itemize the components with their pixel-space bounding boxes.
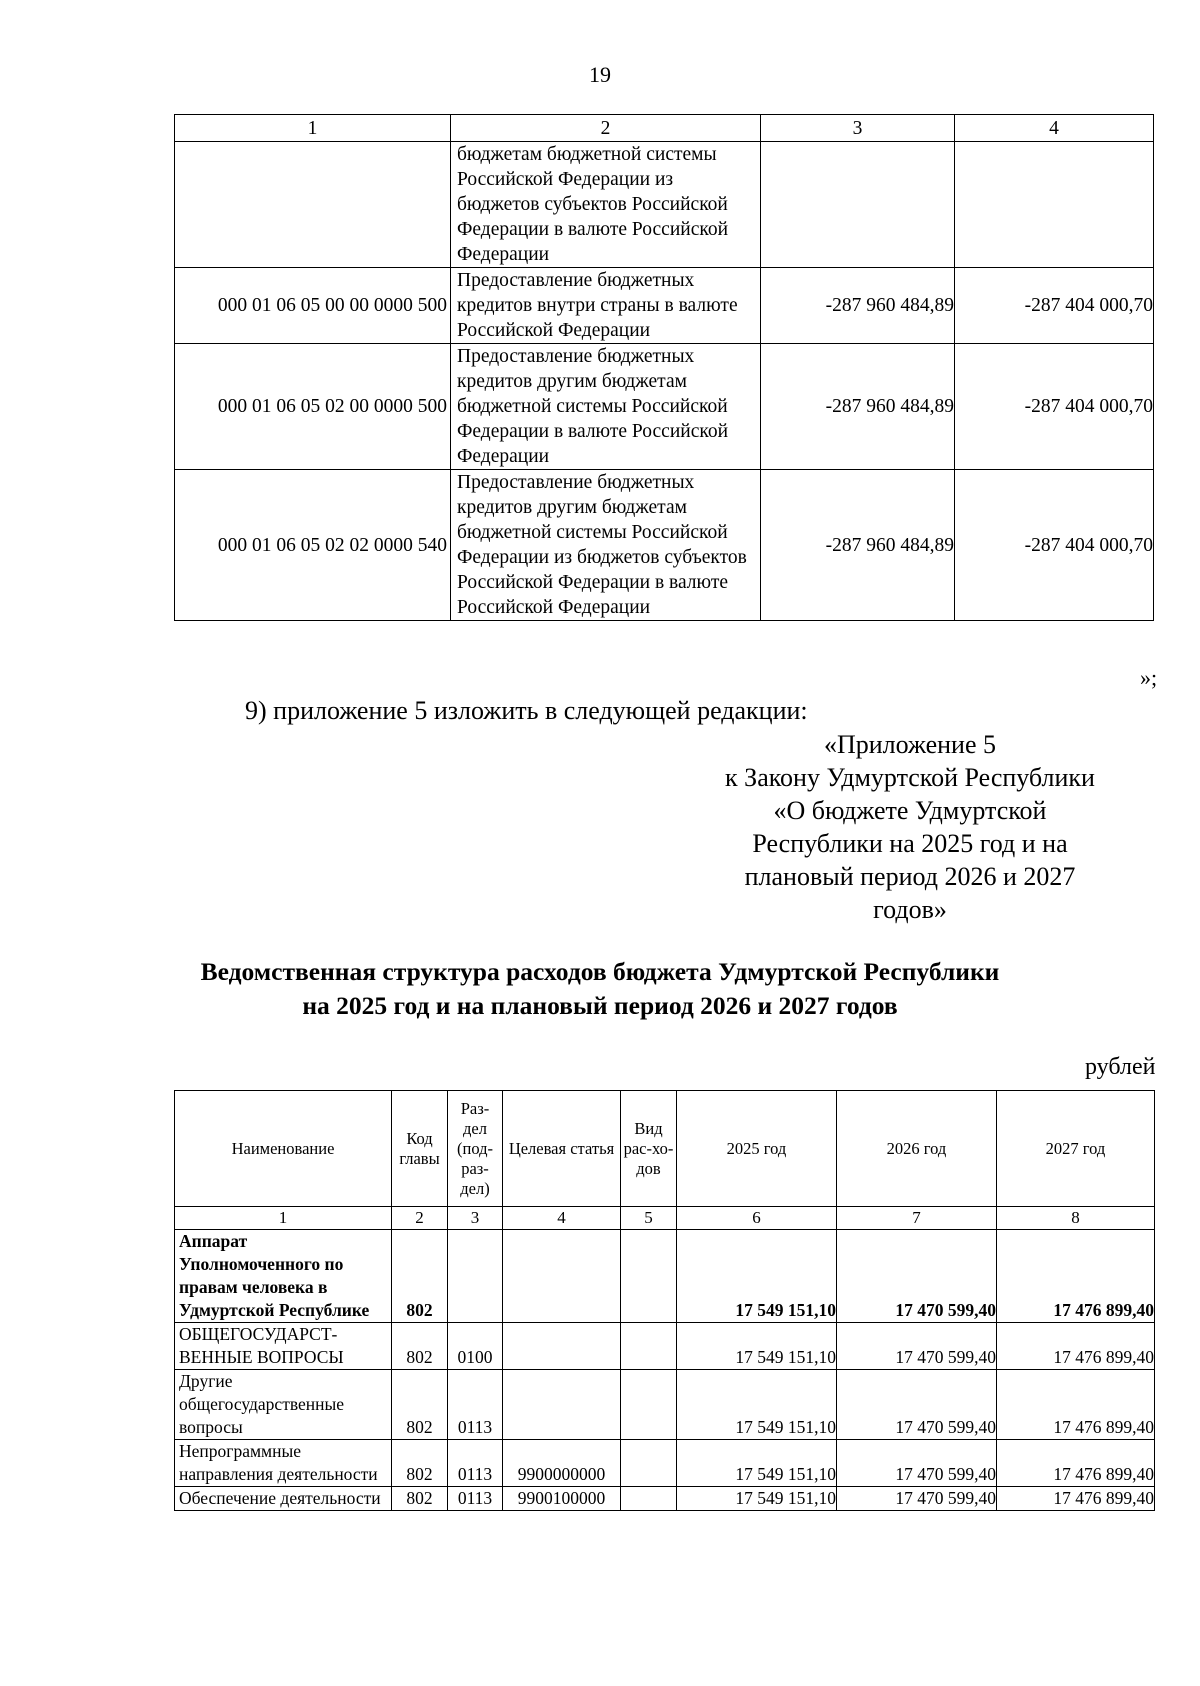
table-row — [175, 1370, 1155, 1440]
appendix-line: плановый период 2026 и 2027 — [744, 862, 1076, 891]
expenditure-table — [174, 1090, 1155, 1511]
expense-type — [621, 1440, 677, 1487]
table-row — [175, 142, 1154, 268]
value-2025: 17 549 151,10 — [677, 1323, 837, 1370]
table-row — [175, 1323, 1155, 1370]
value-2026: 17 470 599,40 — [837, 1370, 997, 1440]
budget-code — [175, 142, 451, 268]
value-col4: -287 404 000,70 — [955, 344, 1154, 470]
expense-type — [621, 1230, 677, 1323]
header-section: Раз-дел (под-раз-дел) — [448, 1091, 503, 1207]
appendix-line: годов» — [873, 895, 947, 924]
article-code — [503, 1230, 621, 1323]
value-2025: 17 549 151,10 — [677, 1230, 837, 1323]
chapter-code: 802 — [392, 1230, 448, 1323]
value-2025: 17 549 151,10 — [677, 1370, 837, 1440]
header-2027: 2027 год — [997, 1091, 1155, 1207]
title-line: на 2025 год и на плановый период 2026 и 2027 годов — [302, 991, 898, 1020]
value-col3 — [761, 142, 955, 268]
value-2027: 17 476 899,40 — [997, 1370, 1155, 1440]
table-row — [175, 268, 1154, 344]
appendix-heading — [680, 728, 1140, 926]
appendix-line: Республики на 2025 год и на — [752, 829, 1068, 858]
column-index: 7 — [837, 1207, 997, 1230]
header-2026: 2026 год — [837, 1091, 997, 1207]
column-index: 4 — [503, 1207, 621, 1230]
column-index: 1 — [175, 1207, 392, 1230]
section-code: 0113 — [448, 1487, 503, 1511]
table-row — [175, 1230, 1155, 1323]
chapter-code: 802 — [392, 1440, 448, 1487]
appendix-line: «О бюджете Удмуртской — [773, 796, 1047, 825]
header-type: Вид рас-хо-дов — [621, 1091, 677, 1207]
expense-type — [621, 1370, 677, 1440]
article-code — [503, 1323, 621, 1370]
header-2025: 2025 год — [677, 1091, 837, 1207]
section-code: 0113 — [448, 1440, 503, 1487]
value-col4 — [955, 142, 1154, 268]
section-code — [448, 1230, 503, 1323]
budget-code: 000 01 06 05 02 00 0000 500 — [175, 344, 451, 470]
row-name: бюджетам бюджетной системы Российской Федерации из бюджетов субъектов Российской Федерации в валюте Российской Федерации — [451, 142, 761, 268]
value-col4: -287 404 000,70 — [955, 470, 1154, 621]
value-2026: 17 470 599,40 — [837, 1440, 997, 1487]
appendix-line: «Приложение 5 — [823, 730, 997, 759]
section-code: 0100 — [448, 1323, 503, 1370]
row-name: ОБЩЕГОСУДАРСТ-ВЕННЫЕ ВОПРОСЫ — [175, 1323, 392, 1370]
column-index: 8 — [997, 1207, 1155, 1230]
value-2026: 17 470 599,40 — [837, 1230, 997, 1323]
value-2025: 17 549 151,10 — [677, 1487, 837, 1511]
table-header-row — [175, 1091, 1155, 1207]
header-chapter: Код главы — [392, 1091, 448, 1207]
row-name: Предоставление бюджетных кредитов другим бюджетам бюджетной системы Российской Федерации в валюте Российской Федерации — [451, 344, 761, 470]
chapter-code: 802 — [392, 1370, 448, 1440]
value-col4: -287 404 000,70 — [955, 268, 1154, 344]
appendix-line: к Закону Удмуртской Республики — [725, 763, 1095, 792]
value-2026: 17 470 599,40 — [837, 1487, 997, 1511]
chapter-code: 802 — [392, 1487, 448, 1511]
budget-code: 000 01 06 05 02 02 0000 540 — [175, 470, 451, 621]
column-index: 6 — [677, 1207, 837, 1230]
value-col3: -287 960 484,89 — [761, 344, 955, 470]
amendment-paragraph: 9) приложение 5 изложить в следующей редакции: — [245, 696, 808, 725]
value-col3: -287 960 484,89 — [761, 268, 955, 344]
expense-type — [621, 1323, 677, 1370]
article-code: 9900100000 — [503, 1487, 621, 1511]
table-row — [175, 1487, 1155, 1511]
units-label: рублей — [1085, 1054, 1156, 1080]
value-2026: 17 470 599,40 — [837, 1323, 997, 1370]
closing-quote: »; — [1140, 665, 1158, 690]
value-2027: 17 476 899,40 — [997, 1323, 1155, 1370]
column-header: 3 — [761, 115, 955, 142]
sources-table — [174, 114, 1154, 621]
column-index: 2 — [392, 1207, 448, 1230]
header-article: Целевая статья — [503, 1091, 621, 1207]
value-2027: 17 476 899,40 — [997, 1440, 1155, 1487]
table-row — [175, 344, 1154, 470]
article-code — [503, 1370, 621, 1440]
title-line: Ведомственная структура расходов бюджета Удмуртской Республики — [200, 957, 1000, 986]
row-name: Предоставление бюджетных кредитов другим бюджетам бюджетной системы Российской Федерации из бюджетов субъектов Российской Федерации в валюте Российской Федерации — [451, 470, 761, 621]
article-code: 9900000000 — [503, 1440, 621, 1487]
column-header: 2 — [451, 115, 761, 142]
column-index-row — [175, 1207, 1155, 1230]
table-header-row — [175, 115, 1154, 142]
expense-type — [621, 1487, 677, 1511]
row-name: Другие общегосударственные вопросы — [175, 1370, 392, 1440]
section-code: 0113 — [448, 1370, 503, 1440]
row-name: Непрограммные направления деятельности — [175, 1440, 392, 1487]
chapter-code: 802 — [392, 1323, 448, 1370]
document-title — [0, 955, 1200, 1023]
value-2027: 17 476 899,40 — [997, 1487, 1155, 1511]
column-index: 3 — [448, 1207, 503, 1230]
page-number: 19 — [589, 62, 611, 87]
column-header: 4 — [955, 115, 1154, 142]
header-name: Наименование — [175, 1091, 392, 1207]
table-row — [175, 470, 1154, 621]
column-header: 1 — [175, 115, 451, 142]
table-row — [175, 1440, 1155, 1487]
row-name: Предоставление бюджетных кредитов внутри страны в валюте Российской Федерации — [451, 268, 761, 344]
value-col3: -287 960 484,89 — [761, 470, 955, 621]
value-2027: 17 476 899,40 — [997, 1230, 1155, 1323]
row-name: Аппарат Уполномоченного по правам человека в Удмуртской Республике — [175, 1230, 392, 1323]
value-2025: 17 549 151,10 — [677, 1440, 837, 1487]
column-index: 5 — [621, 1207, 677, 1230]
budget-code: 000 01 06 05 00 00 0000 500 — [175, 268, 451, 344]
row-name: Обеспечение деятельности — [175, 1487, 392, 1511]
